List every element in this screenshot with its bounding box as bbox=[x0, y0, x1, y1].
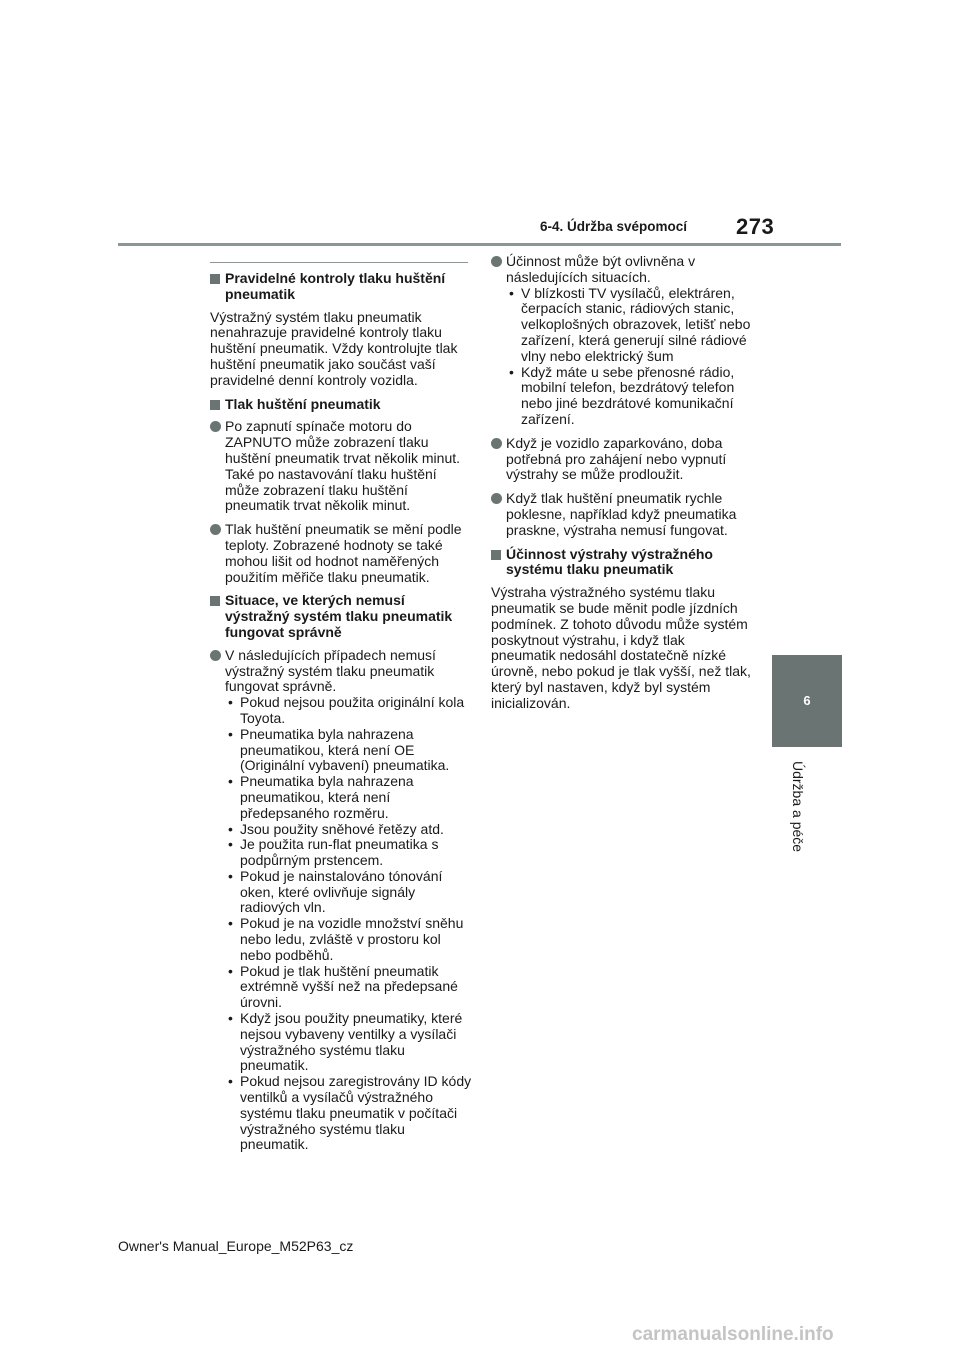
sub-list-item bbox=[225, 774, 472, 821]
sub-item-text: Je použita run-flat pneumatika s podpůrným prstencem. bbox=[240, 836, 439, 869]
small-bullet-icon: • bbox=[509, 284, 514, 301]
section-heading bbox=[210, 397, 472, 413]
footer-manual-id: Owner's Manual_Europe_M52P63_cz bbox=[118, 1238, 354, 1254]
bullet-text: Tlak huštění pneumatik se mění podle teploty. Zobrazené hodnoty se také mohou lišit od hodnot naměřených použitím měřiče tlaku pneumatik. bbox=[225, 521, 462, 585]
chapter-tab-label: Údržba a péče bbox=[790, 761, 806, 853]
section-title: 6-4. Údržba svépomocí bbox=[540, 219, 688, 234]
sub-list-item bbox=[225, 822, 472, 838]
bullet-item bbox=[210, 648, 472, 1154]
small-bullet-icon: • bbox=[228, 836, 233, 853]
page-number: 273 bbox=[736, 214, 775, 239]
sub-item-text: Pneumatika byla nahrazena pneumatikou, která není předepsaného rozměru. bbox=[240, 773, 414, 821]
circle-bullet-icon bbox=[491, 493, 502, 504]
small-bullet-icon: • bbox=[228, 1073, 233, 1090]
section-heading bbox=[210, 271, 472, 303]
left-column bbox=[210, 262, 472, 1161]
circle-bullet-icon bbox=[491, 256, 502, 267]
bullet-text: Účinnost může být ovlivněna v následujících situacích. bbox=[506, 253, 696, 285]
sub-list-item bbox=[225, 1011, 472, 1074]
bullet-item bbox=[210, 419, 472, 514]
square-bullet-icon bbox=[210, 274, 220, 284]
sub-item-text: Pokud je tlak huštění pneumatik extrémně vyšší než na předepsané úrovni. bbox=[240, 962, 458, 1011]
small-bullet-icon: • bbox=[228, 915, 233, 932]
bullet-text: V následujících případech nemusí výstražný systém tlaku pneumatik fungovat správně. bbox=[225, 646, 436, 695]
paragraph: Výstražný systém tlaku pneumatik nenahrazuje pravidelné kontroly tlaku huštění pneumatik. Vždy kontrolujte tlak huštění pneumatik jako součást vaší pravidelné denní kontroly vozidla. bbox=[210, 308, 458, 388]
header-divider bbox=[118, 243, 841, 246]
paragraph: Výstraha výstražného systému tlaku pneumatik se bude měnit podle jízdních podmínek. Z tohoto důvodu může systém poskytnout výstrahu, i když tlak pneumatik nedosáhl dostatečně nízké úrovně, nebo pokud je tlak vyšší, než tlak, který byl nastaven, když byl systém inicializován. bbox=[491, 584, 751, 711]
sub-item-text: Pokud nejsou zaregistrovány ID kódy ventilků a vysílačů výstražného systému tlaku pneumatik v počítači výstražného systému tlaku pneumatik. bbox=[240, 1073, 472, 1153]
sub-list-item bbox=[225, 727, 472, 774]
small-bullet-icon: • bbox=[228, 773, 233, 790]
bullet-item bbox=[491, 436, 753, 483]
sub-list-item bbox=[506, 286, 753, 365]
column-top-divider bbox=[210, 262, 468, 263]
small-bullet-icon: • bbox=[228, 725, 233, 742]
sub-list-item bbox=[225, 695, 472, 727]
small-bullet-icon: • bbox=[228, 1010, 233, 1027]
small-bullet-icon: • bbox=[228, 962, 233, 979]
circle-bullet-icon bbox=[210, 650, 221, 661]
bullet-text: Když tlak huštění pneumatik rychle poklesne, například když pneumatika praskne, výstraha nemusí fungovat. bbox=[506, 490, 737, 538]
heading-text: Tlak huštění pneumatik bbox=[225, 395, 381, 412]
right-column bbox=[491, 254, 753, 720]
circle-bullet-icon bbox=[491, 438, 502, 449]
sub-item-text: Jsou použity sněhové řetězy atd. bbox=[240, 820, 444, 837]
heading-text: Pravidelné kontroly tlaku huštění pneumatik bbox=[225, 270, 446, 302]
watermark[interactable]: carmanualsonline.info bbox=[632, 1324, 834, 1345]
square-bullet-icon bbox=[210, 596, 220, 606]
circle-bullet-icon bbox=[210, 421, 221, 432]
circle-bullet-icon bbox=[210, 524, 221, 535]
sub-item-text: Když máte u sebe přenosné rádio, mobilní telefon, bezdrátový telefon nebo jiné bezdrátové komunikační zařízení. bbox=[521, 363, 735, 427]
sub-list-item bbox=[225, 1074, 472, 1153]
sub-item-text: Pokud je nainstalováno tónování oken, které ovlivňuje signály radiových vln. bbox=[240, 867, 443, 916]
small-bullet-icon: • bbox=[228, 820, 233, 837]
sub-item-text: Když jsou použity pneumatiky, které nejsou vybaveny ventilky a vysílači výstražného systému tlaku pneumatik. bbox=[240, 1010, 463, 1074]
sub-list-item bbox=[225, 837, 472, 869]
bullet-text: Po zapnutí spínače motoru do ZAPNUTO může zobrazení tlaku huštění pneumatik trvat několik minut. Také po nastavování tlaku huštění může zobrazení tlaku huštění pneumatik trvat několik minut. bbox=[225, 418, 461, 514]
square-bullet-icon bbox=[491, 550, 501, 560]
heading-text: Situace, ve kterých nemusí výstražný systém tlaku pneumatik fungovat správně bbox=[225, 592, 453, 640]
section-heading bbox=[210, 593, 472, 640]
bullet-item bbox=[491, 254, 753, 428]
heading-text: Účinnost výstrahy výstražného systému tlaku pneumatik bbox=[506, 545, 713, 578]
small-bullet-icon: • bbox=[509, 363, 514, 380]
square-bullet-icon bbox=[210, 400, 220, 410]
sub-item-text: Pokud je na vozidle množství sněhu nebo ledu, zvláště v prostoru kol nebo podběhů. bbox=[240, 915, 464, 963]
sub-list-item bbox=[225, 869, 472, 916]
small-bullet-icon: • bbox=[228, 694, 233, 711]
sub-item-text: Pneumatika byla nahrazena pneumatikou, která není OE (Originální vybavení) pneumatika. bbox=[240, 725, 450, 774]
chapter-tab[interactable]: 6 bbox=[772, 655, 842, 747]
sub-list-item bbox=[506, 365, 753, 428]
sub-list-item bbox=[225, 916, 472, 963]
sub-item-text: Pokud nejsou použita originální kola Toyota. bbox=[240, 694, 465, 726]
bullet-item bbox=[210, 522, 472, 585]
bullet-item bbox=[491, 491, 753, 538]
sub-item-text: V blízkosti TV vysílačů, elektráren, čerpacích stanic, rádiových stanic, velkoplošných obrazovek, letišť nebo zařízení, která generují silné rádiové vlny nebo elektrický šum bbox=[521, 284, 751, 364]
bullet-text: Když je vozidlo zaparkováno, doba potřebná pro zahájení nebo vypnutí výstrahy se může prodloužit. bbox=[506, 434, 727, 483]
sub-list-item bbox=[225, 964, 472, 1011]
section-heading bbox=[491, 547, 753, 579]
small-bullet-icon: • bbox=[228, 867, 233, 884]
